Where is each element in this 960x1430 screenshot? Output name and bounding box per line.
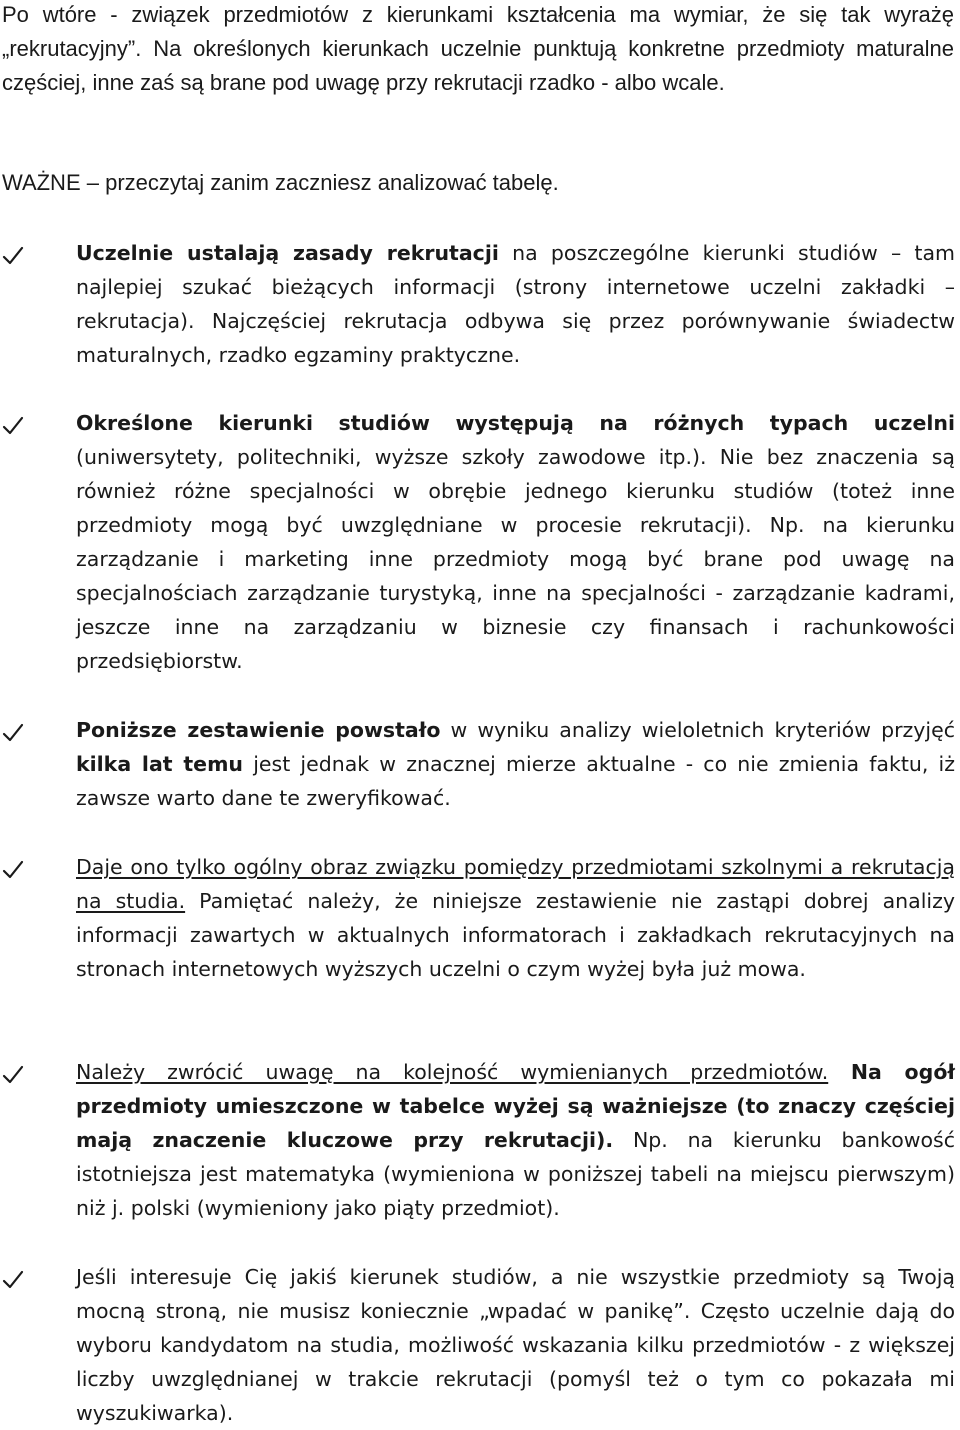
bullet-body: Np. na kierunku bankowość istotniejsza jest matematyka (wymieniona w poniższej tabeli na miejscu pierwszym) niż j. polski (wymieniony jako piąty przedmiot).	[76, 1128, 955, 1220]
bullet-body: Pamiętać należy, że niniejsze zestawienie nie zastąpi dobrej analizy informacji zawartych w aktualnych informatorach i zakładkach rekrutacyjnych na stronach internetowych wyższych uczelni o czym wyżej była już mowa.	[76, 889, 955, 981]
checkmark-icon	[0, 856, 28, 884]
bullet-text	[76, 713, 955, 815]
checkmark-icon	[0, 1266, 28, 1294]
bullet-underlined-lead: Daje ono tylko ogólny obraz związku pomiędzy przedmiotami szkolnymi a rekrutacją na studia.	[76, 855, 955, 913]
checkmark-icon	[0, 242, 28, 270]
bullet-bold-lead: Określone kierunki studiów występują na różnych typach uczelni	[76, 411, 955, 435]
bullet-bold-mid: kilka lat temu	[76, 752, 244, 776]
bullet-text	[76, 1055, 955, 1225]
bullet-body: na poszczególne kierunki studiów – tam najlepiej szukać bieżących informacji (strony internetowe uczelni zakładki – rekrutacja). Najczęściej rekrutacja odbywa się przez porównywanie świadectw maturalnych, rzadko egzaminy praktyczne.	[76, 241, 956, 367]
important-note: WAŻNE – przeczytaj zanim zaczniesz analizować tabelę.	[2, 170, 559, 195]
bullet-underlined-lead: Należy zwrócić uwagę na kolejność wymienianych przedmiotów.	[76, 1060, 829, 1084]
bullet-text	[76, 1260, 955, 1430]
bullet-bold-text: Na ogół przedmioty umieszczone w tabelce wyżej są ważniejsze (to znaczy częściej mają znaczenie kluczowe przy rekrutacji).	[76, 1060, 956, 1152]
bullet-body: (uniwersytety, politechniki, wyższe szkoły zawodowe itp.). Nie bez znaczenia są również różne specjalności w obrębie jednego kierunku studiów (toteż inne przedmioty mogą być uwzględniane w procesie rekrutacji). Np. na kierunku zarządzanie i marketing inne przedmioty mogą być brane pod uwagę na specjalnościach zarządzanie turystyką, inne na specjalności - zarządzanie kadrami, jeszcze inne na zarządzaniu w biznesie czy finansach i rachunkowości przedsiębiorstw.	[76, 445, 955, 673]
bullet-bold-lead: Poniższe zestawienie powstało	[76, 718, 441, 742]
intro-paragraph: Po wtóre - związek przedmiotów z kierunkami kształcenia ma wymiar, że się tak wyrażę „rekrutacyjny”. Na określonych kierunkach uczelnie punktują konkretne przedmioty maturalne częściej, inne zaś są brane pod uwagę przy rekrutacji rzadko - albo wcale.	[2, 2, 954, 95]
bullet-body: jest jednak w znacznej mierze aktualne - co nie zmienia faktu, iż zawsze warto dane te zweryfikować.	[76, 752, 956, 810]
bullet-text	[76, 406, 955, 678]
checkmark-icon	[0, 719, 28, 747]
bullet-body: Jeśli interesuje Cię jakiś kierunek studiów, a nie wszystkie przedmioty są Twoją mocną stroną, nie musisz koniecznie „wpadać w panikę”. Często uczelnie dają do wyboru kandydatom na studia, możliwość wskazania kilku przedmiotów - z większej liczby uwzględnianej w trakcie rekrutacji (pomyśl też o tym co pokazała mi wyszukiwarka).	[76, 1265, 955, 1425]
bullet-bold-lead: Uczelnie ustalają zasady rekrutacji	[76, 241, 499, 265]
bullet-text	[76, 850, 955, 986]
bullet-body: w wyniku analizy wieloletnich kryteriów przyjęć	[440, 718, 955, 742]
checkmark-icon	[0, 412, 28, 440]
checkmark-icon	[0, 1061, 28, 1089]
bullet-text	[76, 236, 955, 372]
